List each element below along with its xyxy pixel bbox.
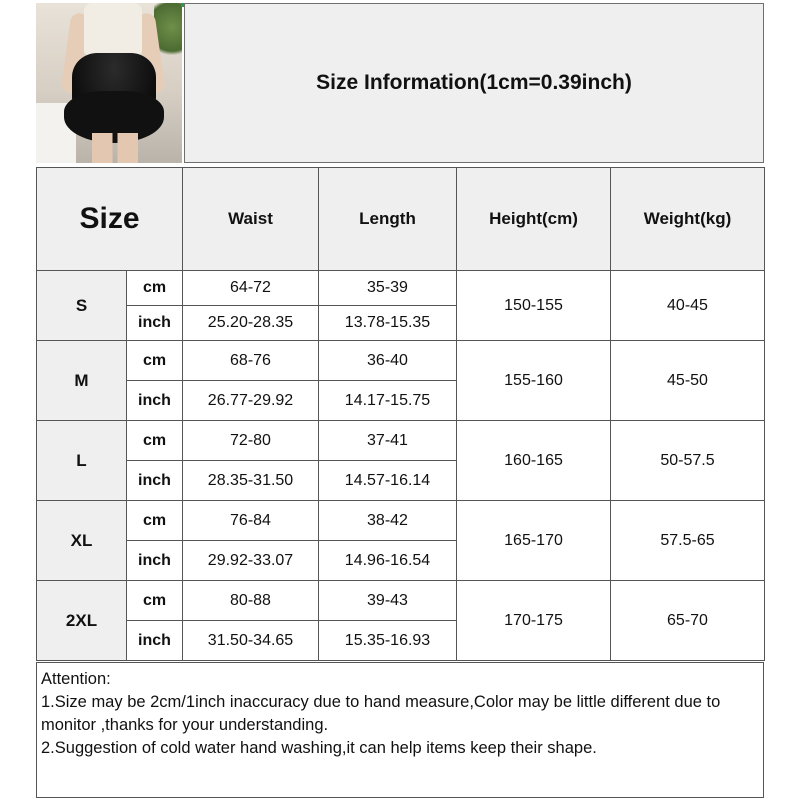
size-label: M [37, 341, 127, 421]
height-value: 170-175 [457, 581, 611, 661]
unit-cm: cm [127, 501, 183, 541]
attention-line-2: 2.Suggestion of cold water hand washing,it can help items keep their shape. [41, 739, 597, 757]
waist-cm: 76-84 [183, 501, 319, 541]
size-label: 2XL [37, 581, 127, 661]
size-label: XL [37, 501, 127, 581]
height-header: Height(cm) [457, 168, 611, 271]
attention-title: Attention: [41, 670, 111, 688]
size-label: S [37, 271, 127, 341]
length-inch: 14.57-16.14 [319, 461, 457, 501]
attention-line-1: 1.Size may be 2cm/1inch inaccuracy due to hand measure,Color may be little different due to monitor ,thanks for your understanding. [41, 693, 721, 734]
length-inch: 13.78-15.35 [319, 306, 457, 341]
length-inch: 14.17-15.75 [319, 381, 457, 421]
height-value: 160-165 [457, 421, 611, 501]
unit-cm: cm [127, 421, 183, 461]
length-cm: 36-40 [319, 341, 457, 381]
unit-cm: cm [127, 341, 183, 381]
waist-inch: 29.92-33.07 [183, 541, 319, 581]
waist-cm: 72-80 [183, 421, 319, 461]
weight-value: 40-45 [611, 271, 765, 341]
unit-inch: inch [127, 621, 183, 661]
unit-inch: inch [127, 306, 183, 341]
waist-inch: 25.20-28.35 [183, 306, 319, 341]
table-row [37, 271, 765, 306]
unit-cm: cm [127, 581, 183, 621]
unit-inch: inch [127, 541, 183, 581]
product-photo [36, 3, 182, 163]
table-row [37, 421, 765, 461]
length-cm: 35-39 [319, 271, 457, 306]
unit-inch: inch [127, 461, 183, 501]
height-value: 165-170 [457, 501, 611, 581]
unit-inch: inch [127, 381, 183, 421]
size-header: Size [37, 168, 183, 271]
waist-cm: 80-88 [183, 581, 319, 621]
length-header: Length [319, 168, 457, 271]
attention-notes [36, 662, 764, 798]
weight-value: 45-50 [611, 341, 765, 421]
length-cm: 39-43 [319, 581, 457, 621]
waist-cm: 68-76 [183, 341, 319, 381]
waist-inch: 28.35-31.50 [183, 461, 319, 501]
height-value: 150-155 [457, 271, 611, 341]
weight-value: 65-70 [611, 581, 765, 661]
table-row [37, 341, 765, 381]
waist-header: Waist [183, 168, 319, 271]
length-inch: 15.35-16.93 [319, 621, 457, 661]
weight-header: Weight(kg) [611, 168, 765, 271]
waist-inch: 31.50-34.65 [183, 621, 319, 661]
table-row [37, 501, 765, 541]
weight-value: 57.5-65 [611, 501, 765, 581]
size-label: L [37, 421, 127, 501]
height-value: 155-160 [457, 341, 611, 421]
table-header-row [37, 168, 765, 271]
waist-cm: 64-72 [183, 271, 319, 306]
waist-inch: 26.77-29.92 [183, 381, 319, 421]
size-chart-table [36, 167, 765, 661]
weight-value: 50-57.5 [611, 421, 765, 501]
page-title: Size Information(1cm=0.39inch) [184, 3, 764, 163]
length-cm: 37-41 [319, 421, 457, 461]
table-row [37, 581, 765, 621]
unit-cm: cm [127, 271, 183, 306]
length-inch: 14.96-16.54 [319, 541, 457, 581]
length-cm: 38-42 [319, 501, 457, 541]
